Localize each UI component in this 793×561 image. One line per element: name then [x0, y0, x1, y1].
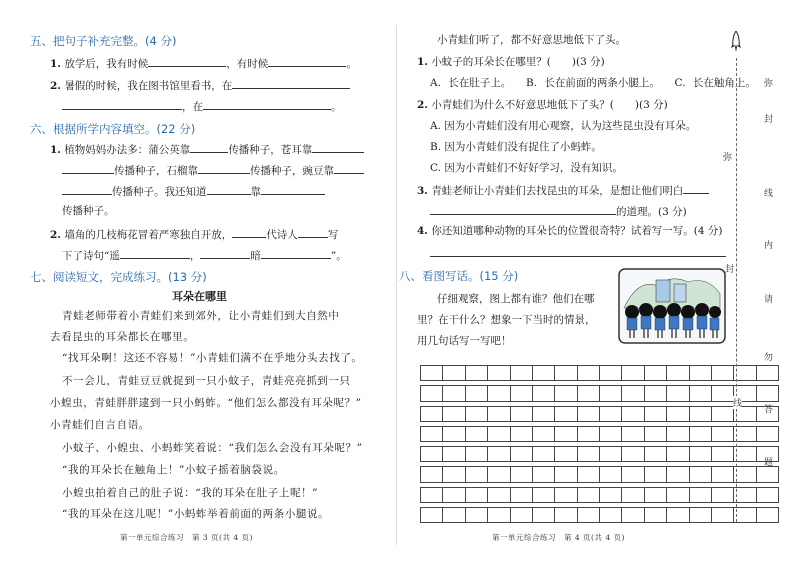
- grid-cell[interactable]: [711, 466, 734, 482]
- q-text: 传播种子，苍耳靠: [228, 144, 313, 156]
- s6-q1-line1: [50, 141, 364, 157]
- grid-cell[interactable]: [666, 487, 689, 503]
- grid-cell[interactable]: [465, 365, 488, 381]
- grid-cell[interactable]: [465, 426, 488, 442]
- grid-cell[interactable]: [577, 507, 600, 523]
- r-question-3-cont: [430, 203, 687, 219]
- prompt-line: 里？在干什么？想象一下当时的情景，: [417, 314, 596, 326]
- grid-cell[interactable]: [577, 406, 600, 422]
- grid-cell[interactable]: [420, 406, 443, 422]
- passage-line: 不一会儿，青蛙豆豆就捉到一只小蚊子，青蛙亮亮抓到一只: [62, 375, 351, 387]
- grid-cell[interactable]: [756, 487, 779, 503]
- grid-cell[interactable]: [599, 466, 622, 482]
- grid-cell[interactable]: [487, 426, 510, 442]
- grid-cell[interactable]: [532, 426, 555, 442]
- writing-grid[interactable]: [420, 365, 778, 527]
- section-6-heading: 六、根据所学内容填空。(22 分): [30, 122, 196, 136]
- grid-cell[interactable]: [577, 446, 600, 462]
- grid-cell[interactable]: [756, 365, 779, 381]
- section-5-heading: 五、把句子补充完整。(4 分): [30, 34, 177, 48]
- q-number: 1.: [50, 144, 61, 156]
- seal-char: 请: [764, 295, 774, 305]
- grid-cell[interactable]: [689, 426, 712, 442]
- answer-blank[interactable]: [298, 226, 328, 238]
- grid-cell[interactable]: [599, 406, 622, 422]
- grid-cell[interactable]: [554, 365, 577, 381]
- answer-blank[interactable]: [148, 55, 226, 67]
- option-b[interactable]: B. 因为小青蛙们没有捉住了小蚂蚱。: [430, 141, 602, 153]
- r-question-2: [417, 98, 668, 112]
- s5-question-2: [50, 77, 350, 93]
- q-text: ，有时候: [226, 58, 269, 70]
- grid-cell[interactable]: [621, 426, 644, 442]
- passage-line: 去看昆虫的耳朵都长在哪里。: [50, 331, 195, 343]
- passage-line: 小蝗虫，青蛙胖胖逮到一只小蚂蚱。“他们怎么都没有耳朵呢？”: [50, 397, 362, 409]
- q-number: 2.: [50, 229, 61, 241]
- grid-cell[interactable]: [510, 446, 533, 462]
- grid-cell[interactable]: [711, 406, 734, 422]
- prompt-line: 仔细观察，图上都有谁？他们在哪: [437, 293, 595, 305]
- grid-cell[interactable]: [532, 385, 555, 401]
- page-fold-divider: [396, 25, 397, 545]
- q-text: 传播种子。我还知道: [112, 186, 207, 198]
- grid-cell[interactable]: [487, 466, 510, 482]
- seal-char: 线: [733, 396, 742, 409]
- grid-cell[interactable]: [554, 507, 577, 523]
- answer-blank[interactable]: [430, 203, 616, 215]
- grid-cell[interactable]: [442, 385, 465, 401]
- answer-blank[interactable]: [334, 162, 364, 174]
- s6-q1-line4: [62, 204, 115, 218]
- q-text: 。: [346, 58, 357, 70]
- seal-line: [736, 58, 737, 522]
- grid-cell[interactable]: [689, 466, 712, 482]
- q-number: 3.: [417, 185, 428, 197]
- q-text: 青蛙老师让小青蛙们去找昆虫的耳朵，是想让他们明白: [431, 185, 684, 197]
- answer-line[interactable]: [430, 236, 726, 257]
- grid-cell[interactable]: [420, 487, 443, 503]
- option-a[interactable]: A. 因为小青蛙们没有用心观察，认为这些昆虫没有耳朵。: [430, 120, 697, 132]
- r-question-1-options: [430, 76, 756, 90]
- grid-cell[interactable]: [465, 406, 488, 422]
- passage-title: 耳朵在哪里: [172, 290, 227, 303]
- q-text: 靠: [250, 186, 261, 198]
- seal-char: 封: [764, 115, 774, 125]
- answer-blank[interactable]: [261, 183, 325, 195]
- grid-cell[interactable]: [621, 406, 644, 422]
- passage-line: 小蚊子、小蝗虫、小蚂蚱笑着说：“我们怎么会没有耳朵呢？”: [62, 442, 363, 454]
- seal-char: 线: [764, 189, 774, 199]
- q-number: 4.: [417, 225, 428, 237]
- grid-cell[interactable]: [644, 466, 667, 482]
- page-footer-right: 第一单元综合练习 第 4 页(共 4 页): [492, 533, 625, 542]
- q-text: 传播种子。: [62, 205, 115, 217]
- s6-q1-line2: [62, 162, 364, 178]
- grid-cell[interactable]: [711, 446, 734, 462]
- grid-cell[interactable]: [487, 446, 510, 462]
- q-text: 写: [327, 229, 339, 241]
- answer-blank[interactable]: [683, 182, 709, 194]
- answer-blank[interactable]: [207, 183, 251, 195]
- grid-cell[interactable]: [487, 385, 510, 401]
- q-number: 1.: [417, 56, 428, 68]
- grid-cell[interactable]: [510, 406, 533, 422]
- q-text: 下了诗句“遥: [62, 250, 120, 262]
- grid-cell[interactable]: [756, 507, 779, 523]
- q-text: 传播种子，豌豆靠: [250, 165, 334, 177]
- answer-blank[interactable]: [232, 77, 350, 89]
- q-text: 植物妈妈办法多：蒲公英靠: [64, 144, 191, 156]
- grid-cell[interactable]: [711, 365, 734, 381]
- grid-cell[interactable]: [599, 365, 622, 381]
- grid-cell[interactable]: [689, 446, 712, 462]
- grid-cell[interactable]: [420, 466, 443, 482]
- grid-cell[interactable]: [510, 487, 533, 503]
- grid-cell[interactable]: [621, 446, 644, 462]
- grid-cell[interactable]: [442, 446, 465, 462]
- r-question-1: [417, 55, 605, 69]
- grid-cell[interactable]: [644, 507, 667, 523]
- seal-char: 题: [764, 458, 774, 468]
- answer-blank[interactable]: [198, 162, 250, 174]
- answer-blank[interactable]: [62, 98, 182, 110]
- grid-cell[interactable]: [711, 507, 734, 523]
- answer-blank[interactable]: [203, 98, 331, 110]
- section-7-heading: 七、阅读短文，完成练习。(13 分): [30, 270, 207, 284]
- passage-ending: 小青蛙们听了，都不好意思地低下了头。: [437, 34, 626, 46]
- answer-blank[interactable]: [200, 247, 250, 259]
- grid-cell[interactable]: [554, 446, 577, 462]
- grid-cell[interactable]: [756, 466, 779, 482]
- grid-cell[interactable]: [666, 446, 689, 462]
- grid-cell[interactable]: [577, 385, 600, 401]
- answer-blank[interactable]: [62, 162, 114, 174]
- grid-cell[interactable]: [420, 446, 443, 462]
- grid-cell[interactable]: [420, 385, 443, 401]
- grid-cell[interactable]: [577, 426, 600, 442]
- grid-cell[interactable]: [420, 365, 443, 381]
- grid-cell[interactable]: [621, 507, 644, 523]
- grid-cell[interactable]: [420, 426, 443, 442]
- q-text: 你还知道哪种动物的耳朵长的位置很奇特？试着写一写。(4 分): [431, 225, 723, 237]
- passage-line: 小青蛙们自言自语。: [50, 419, 150, 431]
- q-number: 1.: [50, 58, 61, 70]
- grid-cell[interactable]: [510, 466, 533, 482]
- s6-q1-line3: [62, 183, 325, 199]
- grid-cell[interactable]: [666, 406, 689, 422]
- s5-question-2-cont: [62, 98, 342, 114]
- grid-cell[interactable]: [442, 487, 465, 503]
- q-text: 墙角的几枝梅花冒着严寒独自开放，: [64, 229, 233, 241]
- grid-cell[interactable]: [442, 507, 465, 523]
- s5-question-1: [50, 55, 357, 71]
- grid-cell[interactable]: [577, 487, 600, 503]
- grid-cell[interactable]: [554, 426, 577, 442]
- grid-cell[interactable]: [599, 426, 622, 442]
- grid-cell[interactable]: [621, 466, 644, 482]
- answer-blank[interactable]: [190, 141, 228, 153]
- grid-cell[interactable]: [532, 466, 555, 482]
- passage-line: “我的耳朵长在触角上！”小蚊子摇着脑袋说。: [62, 464, 285, 476]
- grid-cell[interactable]: [487, 365, 510, 381]
- grid-cell[interactable]: [711, 487, 734, 503]
- prompt-line: 用几句话写一写吧！: [417, 335, 512, 347]
- answer-blank[interactable]: [62, 183, 112, 195]
- grid-cell[interactable]: [465, 385, 488, 401]
- grid-cell[interactable]: [532, 507, 555, 523]
- q-text: 放学后，我有时候: [64, 58, 149, 70]
- seal-char: 弥: [723, 153, 733, 163]
- grid-cell[interactable]: [756, 426, 779, 442]
- s6-q2-line2: [62, 247, 347, 263]
- option-a[interactable]: A. 长在肚子上。: [430, 77, 512, 89]
- grid-cell[interactable]: [554, 406, 577, 422]
- q-number: 2.: [417, 99, 428, 111]
- grid-cell[interactable]: [554, 466, 577, 482]
- grid-cell[interactable]: [621, 385, 644, 401]
- q-text: ”。: [330, 250, 347, 262]
- option-b[interactable]: B. 长在前面的两条小腿上。: [525, 77, 660, 89]
- answer-blank[interactable]: [120, 247, 190, 259]
- grid-cell[interactable]: [644, 365, 667, 381]
- grid-cell[interactable]: [666, 466, 689, 482]
- grid-cell[interactable]: [554, 385, 577, 401]
- seal-char: 弥: [764, 79, 774, 89]
- grid-cell[interactable]: [532, 365, 555, 381]
- grid-cell[interactable]: [621, 365, 644, 381]
- grid-cell[interactable]: [465, 507, 488, 523]
- grid-cell[interactable]: [644, 446, 667, 462]
- q-text: 暗: [250, 250, 261, 262]
- grid-cell[interactable]: [666, 385, 689, 401]
- seal-char: 封: [725, 265, 735, 275]
- rocket-icon: [731, 31, 741, 53]
- seal-char: 内: [764, 241, 774, 251]
- passage-line: “找耳朵啊！这还不容易！”小青蛙们满不在乎地分头去找了。: [62, 352, 363, 364]
- grid-cell[interactable]: [487, 507, 510, 523]
- grid-cell[interactable]: [532, 446, 555, 462]
- answer-blank[interactable]: [232, 226, 266, 238]
- grid-cell[interactable]: [689, 385, 712, 401]
- q-text: 。: [331, 101, 342, 113]
- grid-cell[interactable]: [465, 446, 488, 462]
- grid-cell[interactable]: [510, 426, 533, 442]
- grid-cell[interactable]: [599, 487, 622, 503]
- answer-blank[interactable]: [261, 247, 331, 259]
- grid-cell[interactable]: [689, 406, 712, 422]
- grid-cell[interactable]: [465, 466, 488, 482]
- grid-cell[interactable]: [420, 507, 443, 523]
- grid-cell[interactable]: [711, 426, 734, 442]
- answer-blank[interactable]: [312, 141, 364, 153]
- grid-cell[interactable]: [465, 487, 488, 503]
- grid-cell[interactable]: [756, 385, 779, 401]
- grid-cell[interactable]: [577, 365, 600, 381]
- grid-cell[interactable]: [644, 385, 667, 401]
- grid-cell[interactable]: [487, 406, 510, 422]
- grid-cell[interactable]: [510, 385, 533, 401]
- grid-cell[interactable]: [532, 487, 555, 503]
- q-text: 小青蛙们为什么不好意思地低下了头？( )(3 分): [431, 99, 668, 111]
- q-text: 代诗人: [266, 229, 298, 241]
- grid-cell[interactable]: [644, 487, 667, 503]
- grid-cell[interactable]: [689, 487, 712, 503]
- grid-cell[interactable]: [442, 466, 465, 482]
- picture-writing-illustration: [618, 268, 726, 344]
- q-number: 2.: [50, 80, 61, 92]
- grid-cell[interactable]: [510, 507, 533, 523]
- grid-cell[interactable]: [666, 507, 689, 523]
- grid-cell[interactable]: [666, 426, 689, 442]
- passage-line: “我的耳朵在这儿呢！”小蚂蚱举着前面的两条小腿说。: [62, 508, 330, 520]
- s6-q2-line1: [50, 226, 338, 242]
- answer-blank[interactable]: [268, 55, 346, 67]
- q-text: 的道理。(3 分): [616, 206, 687, 218]
- grid-cell[interactable]: [487, 487, 510, 503]
- grid-cell[interactable]: [689, 507, 712, 523]
- grid-cell[interactable]: [666, 365, 689, 381]
- q-text: 暑假的时候，我在图书馆里看书，在: [64, 80, 233, 92]
- page-footer-left: 第一单元综合练习 第 3 页(共 4 页): [120, 533, 253, 542]
- q-text: ，在: [182, 101, 203, 113]
- q-text: 小蚊子的耳朵长在哪里？( )(3 分): [431, 56, 605, 68]
- option-c[interactable]: C. 因为小青蛙们不好好学习，没有知识。: [430, 162, 623, 174]
- grid-cell[interactable]: [621, 487, 644, 503]
- grid-cell[interactable]: [442, 426, 465, 442]
- grid-cell[interactable]: [442, 365, 465, 381]
- r-question-3: [417, 182, 709, 198]
- q-text: ，: [189, 250, 201, 262]
- grid-cell[interactable]: [510, 365, 533, 381]
- grid-cell[interactable]: [689, 365, 712, 381]
- passage-line: 小蝗虫拍着自己的肚子说：“我的耳朵在肚子上呢！”: [62, 487, 319, 499]
- grid-cell[interactable]: [644, 406, 667, 422]
- grid-cell[interactable]: [577, 466, 600, 482]
- seal-char: 勿: [764, 353, 774, 363]
- section-8-heading: 八、看图写话。(15 分): [399, 269, 519, 283]
- seal-char: 答: [764, 405, 774, 415]
- grid-cell[interactable]: [599, 507, 622, 523]
- grid-cell[interactable]: [711, 385, 734, 401]
- option-c[interactable]: C. 长在触角上。: [674, 77, 756, 89]
- grid-cell[interactable]: [644, 426, 667, 442]
- grid-cell[interactable]: [599, 446, 622, 462]
- grid-cell[interactable]: [554, 487, 577, 503]
- grid-cell[interactable]: [532, 406, 555, 422]
- q-text: 传播种子，石榴靠: [114, 165, 198, 177]
- passage-line: 青蛙老师带着小青蛙们来到郊外，让小青蛙们到大自然中: [62, 310, 340, 322]
- grid-cell[interactable]: [599, 385, 622, 401]
- grid-cell[interactable]: [442, 406, 465, 422]
